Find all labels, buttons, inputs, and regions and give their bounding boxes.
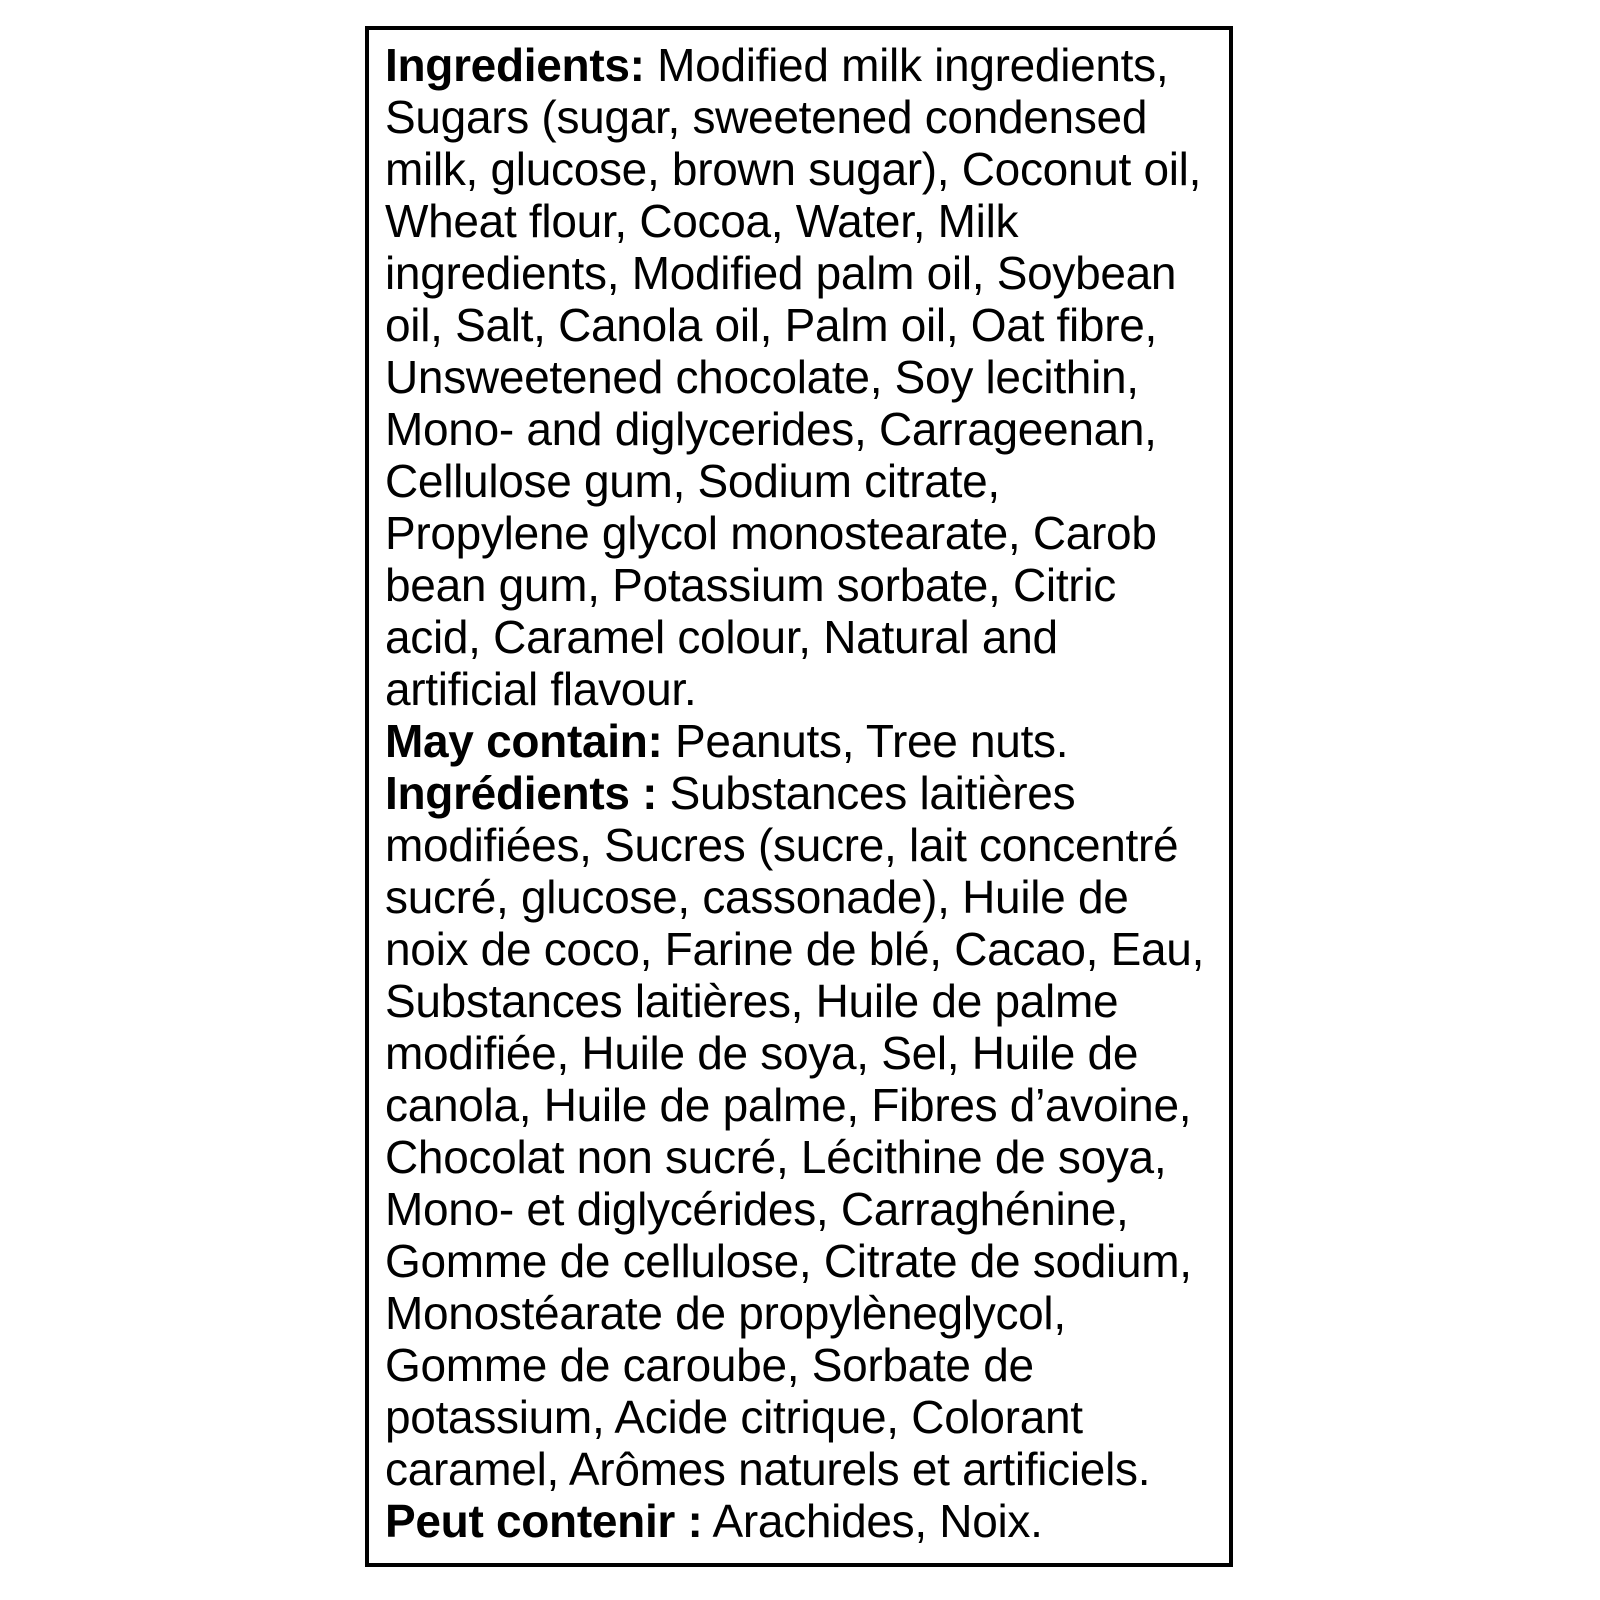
label-line (385, 715, 1219, 767)
label-line-text: Peanuts, Tree nuts. (675, 715, 1069, 767)
label-line: Gomme de cellulose, Citrate de sodium, (385, 1235, 1192, 1287)
label-line: Sugars (sugar, sweetened condensed (385, 91, 1148, 143)
may-contain-en-heading: May contain: (385, 715, 663, 767)
label-line (385, 1495, 1219, 1547)
label-line-text: Arachides, Noix. (712, 1495, 1043, 1547)
ingredients-fr-heading: Ingrédients : (385, 767, 658, 819)
label-line: potassium, Acide citrique, Colorant (385, 1391, 1083, 1443)
label-line: noix de coco, Farine de blé, Cacao, Eau, (385, 923, 1205, 975)
label-line-text: Modified milk ingredients, (657, 39, 1169, 91)
label-line: Wheat flour, Cocoa, Water, Milk (385, 195, 1019, 247)
may-contain-en-paragraph (385, 715, 1219, 767)
may-contain-fr-heading: Peut contenir : (385, 1495, 703, 1547)
label-line: Monostéarate de propylèneglycol, (385, 1287, 1066, 1339)
ingredients-fr-paragraph (385, 767, 1219, 1495)
label-line: canola, Huile de palme, Fibres d’avoine, (385, 1079, 1192, 1131)
may-contain-fr-paragraph (385, 1495, 1219, 1547)
label-line: Unsweetened chocolate, Soy lecithin, (385, 351, 1139, 403)
label-line: caramel, Arômes naturels et artificiels. (385, 1443, 1151, 1495)
label-line: Substances laitières, Huile de palme (385, 975, 1119, 1027)
label-line: Propylene glycol monostearate, Carob (385, 507, 1157, 559)
label-line: modifiées, Sucres (sucre, lait concentré (385, 819, 1179, 871)
label-line: Cellulose gum, Sodium citrate, (385, 455, 1000, 507)
ingredients-en-heading: Ingredients: (385, 39, 645, 91)
label-line: bean gum, Potassium sorbate, Citric (385, 559, 1116, 611)
label-line-text: Substances laitières (669, 767, 1076, 819)
ingredients-en-paragraph (385, 39, 1219, 715)
label-line (385, 39, 1219, 91)
label-line: Mono- and diglycerides, Carrageenan, (385, 403, 1157, 455)
label-line: sucré, glucose, cassonade), Huile de (385, 871, 1129, 923)
label-line: acid, Caramel colour, Natural and (385, 611, 1058, 663)
label-line: Chocolat non sucré, Lécithine de soya, (385, 1131, 1167, 1183)
label-line: Gomme de caroube, Sorbate de (385, 1339, 1034, 1391)
label-line: ingredients, Modified palm oil, Soybean (385, 247, 1177, 299)
label-line: Mono- et diglycérides, Carraghénine, (385, 1183, 1129, 1235)
ingredients-label-box (365, 26, 1233, 1567)
label-line: artificial flavour. (385, 663, 697, 715)
label-line: milk, glucose, brown sugar), Coconut oil, (385, 143, 1202, 195)
label-line: modifiée, Huile de soya, Sel, Huile de (385, 1027, 1139, 1079)
label-line (385, 767, 1219, 819)
label-line: oil, Salt, Canola oil, Palm oil, Oat fibre, (385, 299, 1157, 351)
